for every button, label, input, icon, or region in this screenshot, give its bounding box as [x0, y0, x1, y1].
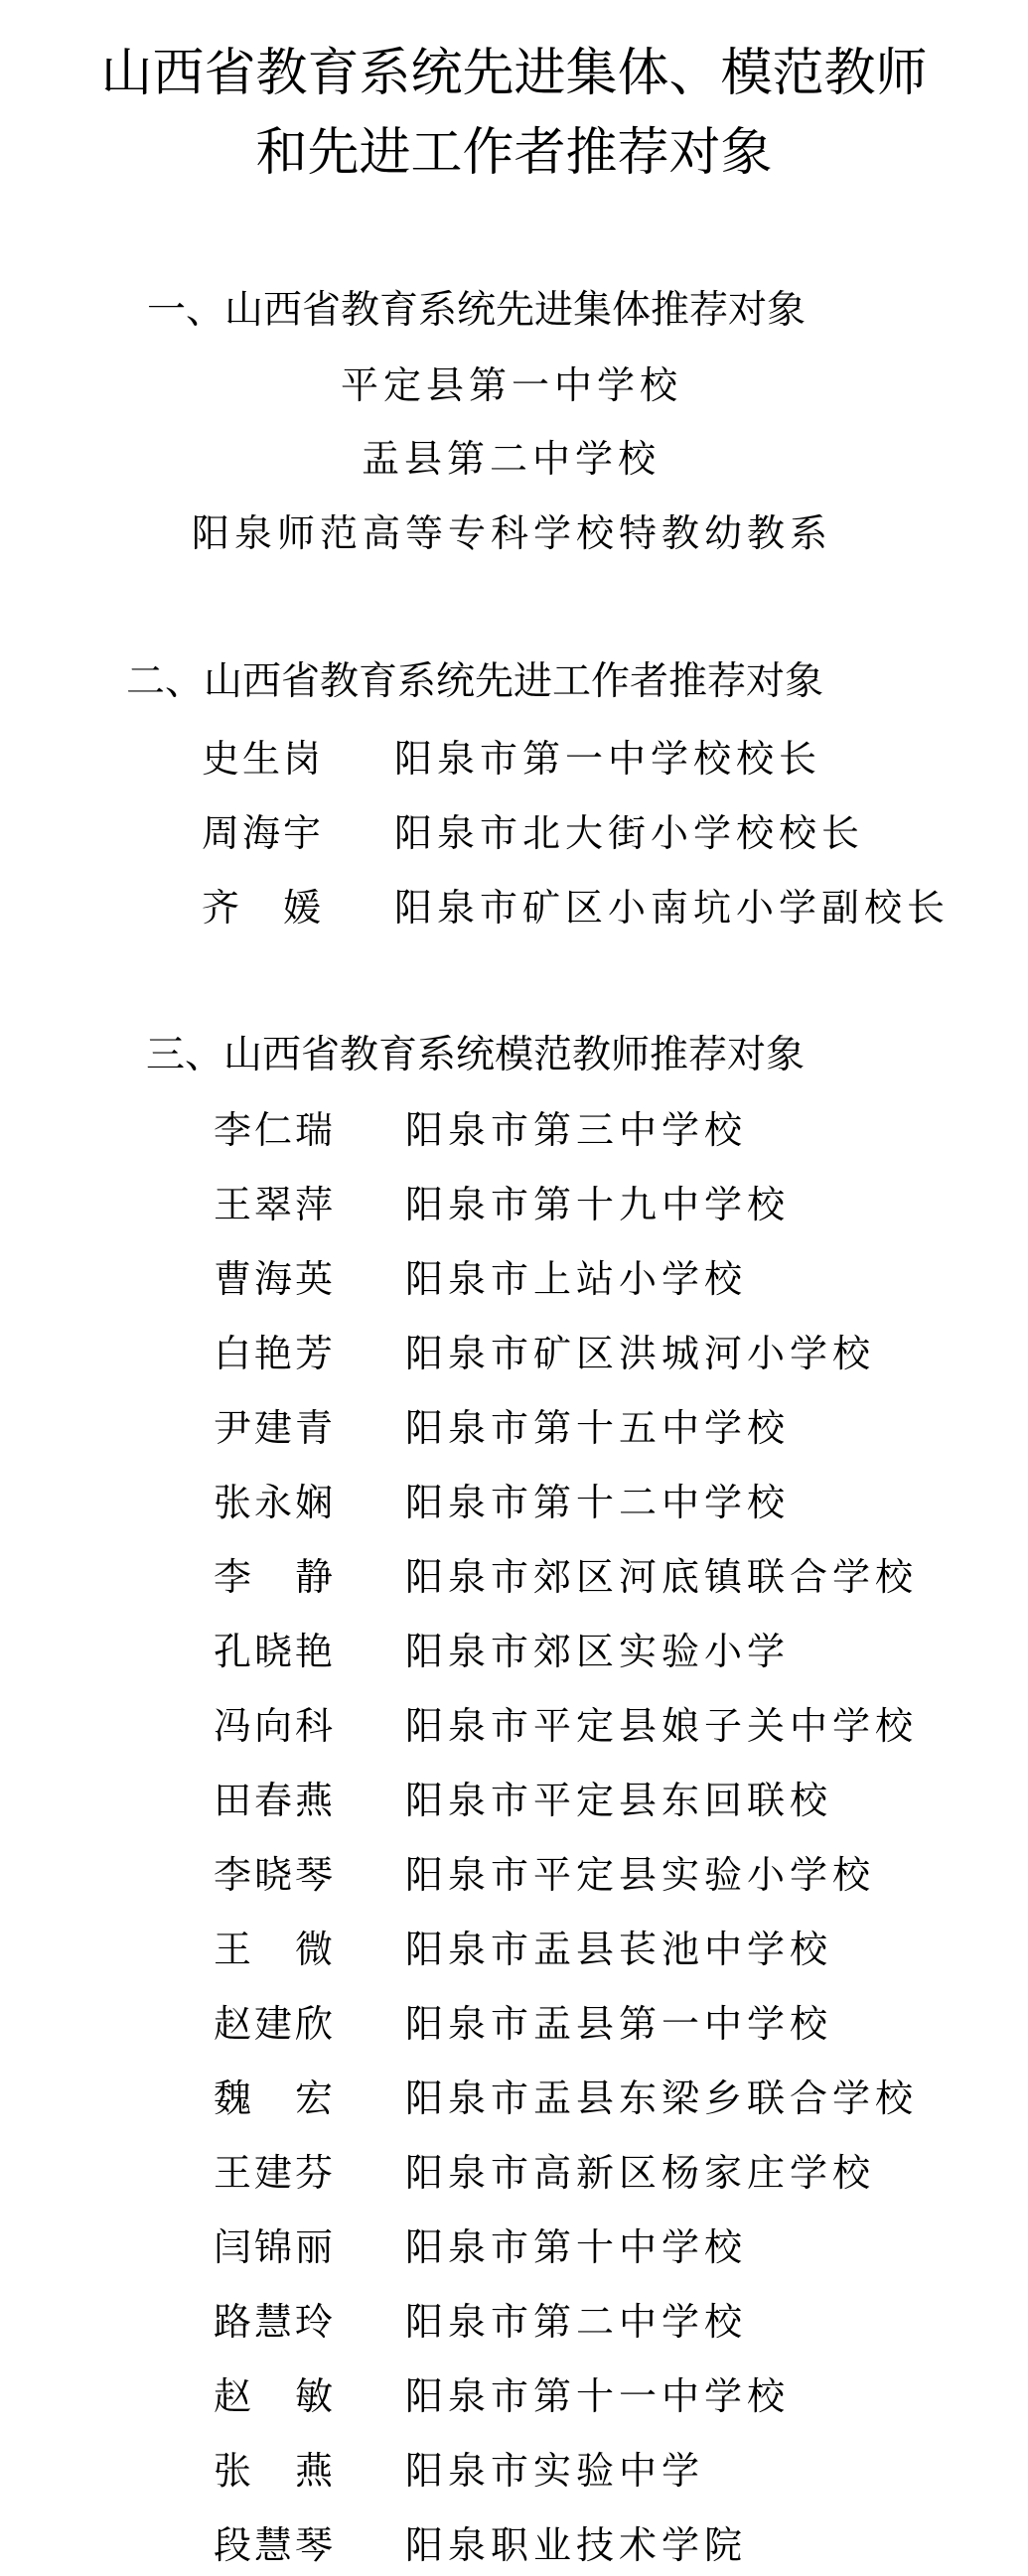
teacher-unit: 阳泉职业技术学院	[405, 2523, 748, 2567]
teacher-name: 冯向科	[214, 1704, 337, 1748]
teacher-unit: 阳泉市实验中学	[405, 2449, 705, 2493]
teacher-unit: 阳泉市盂县东梁乡联合学校	[405, 2076, 919, 2120]
collective-item: 阳泉师范高等专科学校特教幼教系	[192, 511, 833, 555]
teacher-unit: 阳泉市第三中学校	[405, 1108, 748, 1152]
collective-item: 盂县第二中学校	[362, 437, 661, 481]
teacher-unit: 阳泉市平定县东回联校	[405, 1779, 833, 1822]
teacher-unit: 阳泉市平定县实验小学校	[405, 1853, 876, 1897]
teacher-name: 张永娴	[214, 1481, 337, 1524]
teacher-name: 孔晓艳	[214, 1630, 337, 1673]
section-2-heading: 二、山西省教育系统先进工作者推荐对象	[126, 659, 824, 704]
section-1-heading: 一、山西省教育系统先进集体推荐对象	[147, 288, 807, 333]
teacher-name: 段慧琴	[214, 2523, 337, 2567]
worker-unit: 阳泉市矿区小南坑小学副校长	[394, 886, 951, 930]
teacher-unit: 阳泉市第十二中学校	[405, 1481, 791, 1524]
teacher-unit: 阳泉市高新区杨家庄学校	[405, 2151, 876, 2195]
teacher-name: 魏 宏	[214, 2076, 337, 2120]
teacher-name: 李晓琴	[214, 1853, 337, 1897]
collective-item: 平定县第一中学校	[341, 363, 683, 407]
teacher-name: 田春燕	[214, 1779, 337, 1822]
teacher-unit: 阳泉市第十一中学校	[405, 2374, 791, 2418]
teacher-name: 王 微	[214, 1928, 337, 1971]
teacher-unit: 阳泉市第十九中学校	[405, 1183, 791, 1226]
teacher-name: 路慧玲	[214, 2300, 337, 2344]
teacher-name: 赵建欣	[214, 2002, 337, 2046]
teacher-name: 白艳芳	[214, 1332, 337, 1375]
teacher-unit: 阳泉市上站小学校	[405, 1257, 748, 1301]
worker-name: 史生岗	[202, 737, 325, 781]
teacher-unit: 阳泉市平定县娘子关中学校	[405, 1704, 919, 1748]
worker-unit: 阳泉市第一中学校校长	[394, 737, 822, 781]
teacher-name: 张 燕	[214, 2449, 337, 2493]
teacher-name: 王建芬	[214, 2151, 337, 2195]
worker-name: 齐 媛	[202, 886, 325, 930]
teacher-name: 王翠萍	[214, 1183, 337, 1226]
worker-name: 周海宇	[202, 811, 325, 855]
teacher-unit: 阳泉市矿区洪城河小学校	[405, 1332, 876, 1375]
teacher-unit: 阳泉市第十中学校	[405, 2225, 748, 2269]
teacher-unit: 阳泉市盂县苌池中学校	[405, 1928, 833, 1971]
document-title-line-1: 山西省教育系统先进集体、模范教师	[100, 44, 928, 103]
teacher-name: 李仁瑞	[214, 1108, 337, 1152]
teacher-name: 尹建青	[214, 1406, 337, 1450]
teacher-name: 赵 敏	[214, 2374, 337, 2418]
teacher-name: 李 静	[214, 1555, 337, 1599]
teacher-name: 曹海英	[214, 1257, 337, 1301]
teacher-unit: 阳泉市郊区河底镇联合学校	[405, 1555, 919, 1599]
teacher-unit: 阳泉市第二中学校	[405, 2300, 748, 2344]
worker-unit: 阳泉市北大街小学校校长	[394, 811, 865, 855]
document-title-line-2: 和先进工作者推荐对象	[255, 123, 773, 183]
section-3-heading: 三、山西省教育系统模范教师推荐对象	[146, 1033, 806, 1077]
teacher-unit: 阳泉市郊区实验小学	[405, 1630, 791, 1673]
teacher-unit: 阳泉市第十五中学校	[405, 1406, 791, 1450]
teacher-unit: 阳泉市盂县第一中学校	[405, 2002, 833, 2046]
teacher-name: 闫锦丽	[214, 2225, 337, 2269]
